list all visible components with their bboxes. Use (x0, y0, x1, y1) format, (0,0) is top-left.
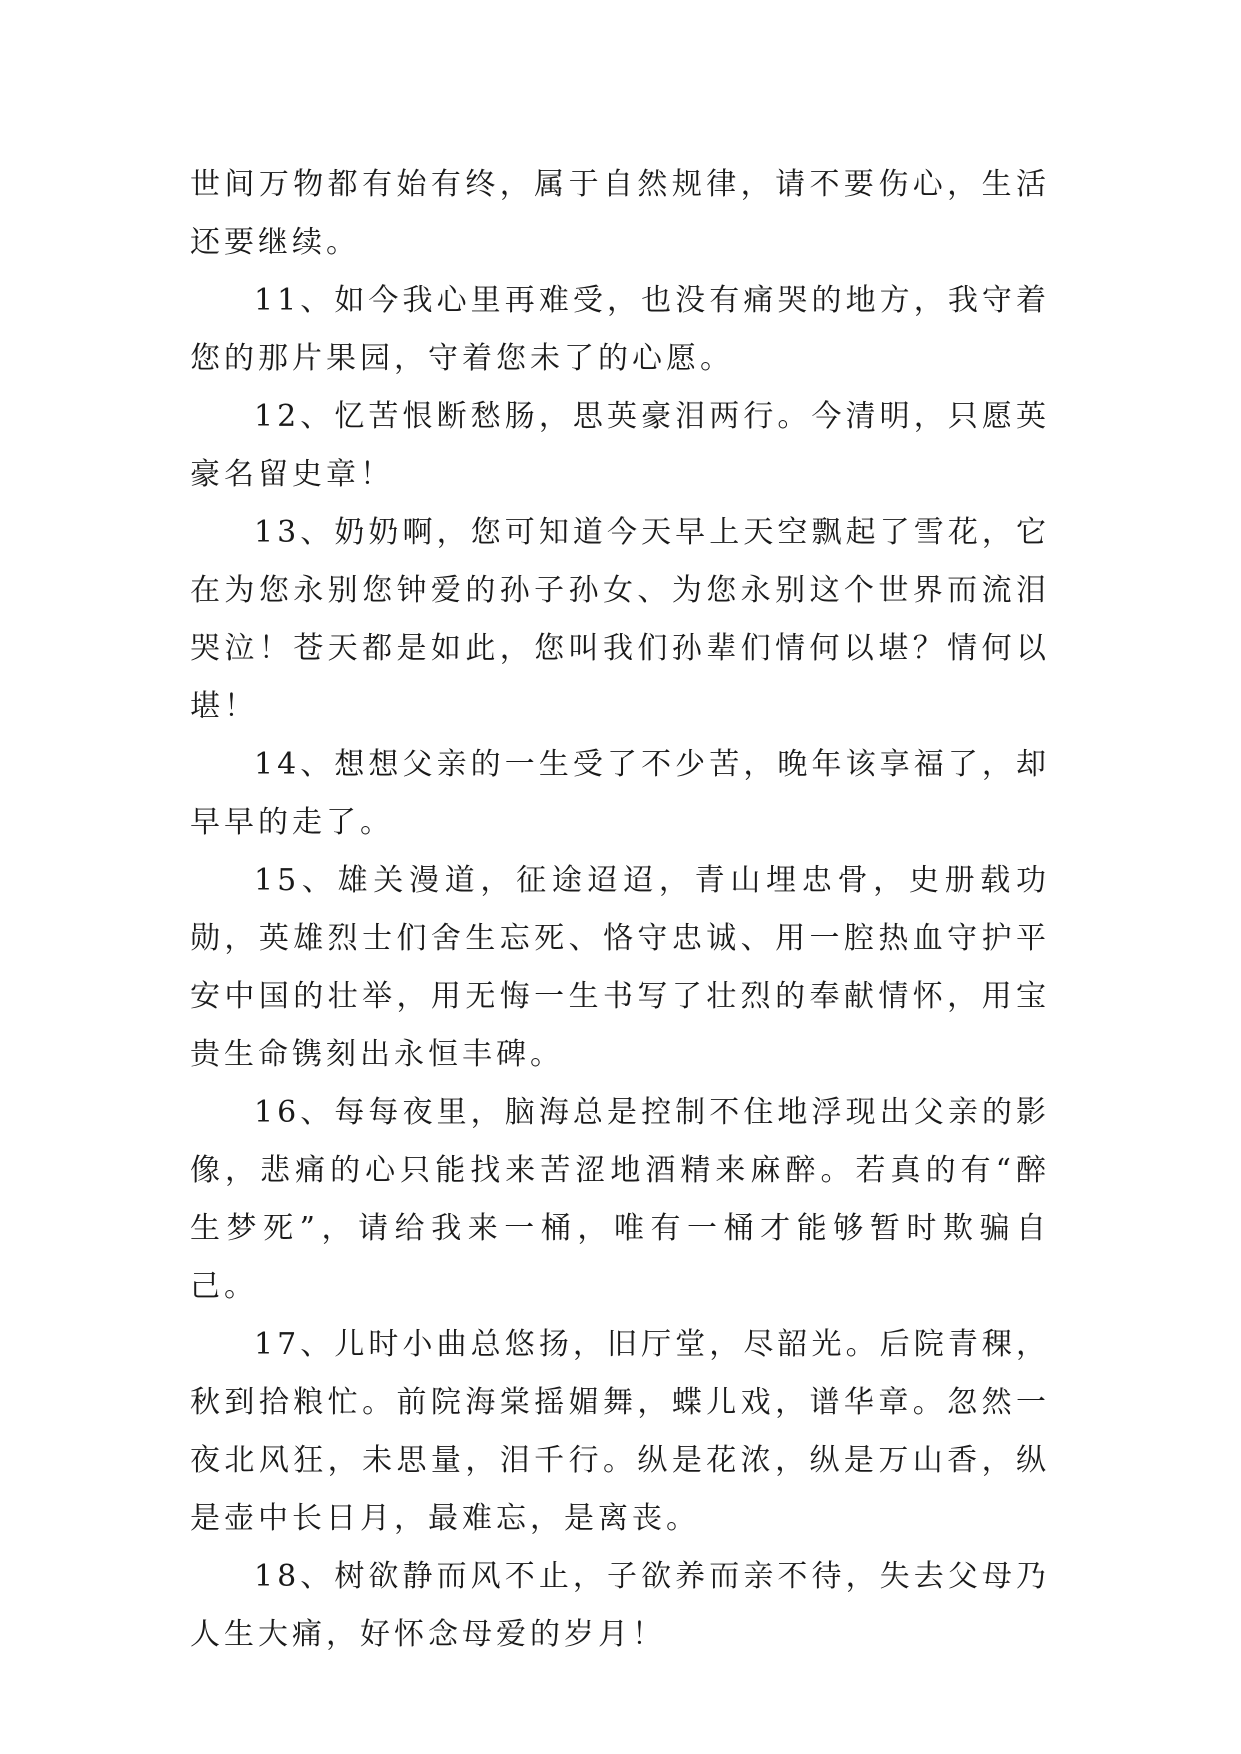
paragraph-continued: 世间万物都有始有终，属于自然规律，请不要伤心，生活还要继续。 (190, 167, 1050, 260)
paragraph-13: 13、奶奶啊，您可知道今天早上天空飘起了雪花，它在为您永别您钟爱的孙子孙女、为您永别这个世界而流泪哭泣！苍天都是如此，您叫我们孙辈们情何以堪？情何以堪！ (190, 515, 1050, 724)
document-body (190, 156, 1050, 1664)
paragraph-11: 11、如今我心里再难受，也没有痛哭的地方，我守着您的那片果园，守着您未了的心愿。 (190, 283, 1050, 376)
paragraph-15: 15、雄关漫道，征途迢迢，青山埋忠骨，史册载功勋，英雄烈士们舍生忘死、恪守忠诚、用一腔热血守护平安中国的壮举，用无悔一生书写了壮烈的奉献情怀，用宝贵生命镌刻出永恒丰碑。 (190, 863, 1050, 1072)
paragraph-12: 12、忆苦恨断愁肠，思英豪泪两行。今清明，只愿英豪名留史章！ (190, 399, 1050, 492)
paragraph-17: 17、儿时小曲总悠扬，旧厅堂，尽韶光。后院青稞，秋到拾粮忙。前院海棠摇媚舞，蝶儿戏，谱华章。忽然一夜北风狂，未思量，泪千行。纵是花浓，纵是万山香，纵是壶中长日月，最难忘，是离丧。 (190, 1327, 1050, 1536)
paragraph-18: 18、树欲静而风不止，子欲养而亲不待，失去父母乃人生大痛，好怀念母爱的岁月！ (190, 1559, 1050, 1652)
paragraph-14: 14、想想父亲的一生受了不少苦，晚年该享福了，却早早的走了。 (190, 747, 1050, 840)
paragraph-16: 16、每每夜里，脑海总是控制不住地浮现出父亲的影像，悲痛的心只能找来苦涩地酒精来麻醉。若真的有“醉生梦死”，请给我来一桶，唯有一桶才能够暂时欺骗自己。 (190, 1095, 1050, 1304)
